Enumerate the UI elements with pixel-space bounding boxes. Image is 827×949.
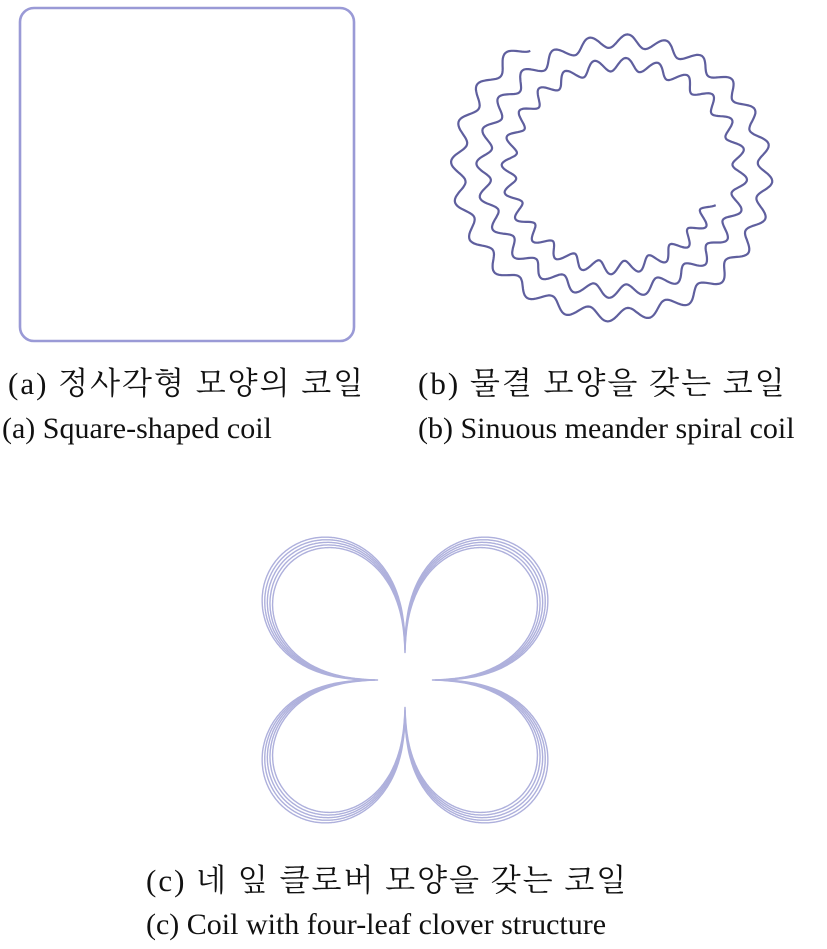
clover-trace-5 xyxy=(220,500,590,870)
square-coil-diagram xyxy=(12,0,362,350)
caption-b-english: (b) Sinuous meander spiral coil xyxy=(418,412,795,445)
caption-c-korean: (c) 네 잎 클로버 모양을 갖는 코일 xyxy=(146,863,629,898)
sinuous-spiral-coil-diagram xyxy=(430,0,820,345)
sinuous-spiral-trace xyxy=(451,34,772,321)
caption-a-english: (a) Square-shaped coil xyxy=(2,412,272,445)
four-leaf-clover-coil-diagram xyxy=(220,500,590,870)
clover-coil-traces xyxy=(220,500,590,870)
caption-b-korean: (b) 물결 모양을 갖는 코일 xyxy=(418,366,787,401)
clover-trace-4 xyxy=(220,500,590,870)
caption-a-korean: (a) 정사각형 모양의 코일 xyxy=(8,366,366,401)
square-coil-outline xyxy=(20,8,354,341)
clover-trace-1 xyxy=(220,500,590,870)
clover-trace-3 xyxy=(220,500,590,870)
caption-c-english: (c) Coil with four-leaf clover structure xyxy=(146,908,607,941)
clover-trace-2 xyxy=(220,500,590,870)
